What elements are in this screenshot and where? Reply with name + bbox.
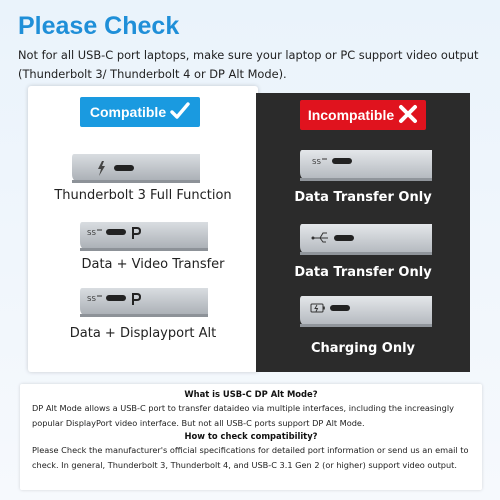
checkmark-icon (170, 101, 190, 124)
caption-data-displayport: Data + Displayport Alt (69, 326, 217, 341)
caption-thunderbolt: Thunderbolt 3 Full Function (54, 188, 232, 203)
svg-text:SS: SS (87, 229, 96, 237)
laptop-ss-dp-icon (78, 218, 208, 254)
info-answer-compatibility: Please Check the manufacturer's official specifications for detailed port information or send us an email to check. In general, Thunderbolt 3, Thunderbolt 4, and USB-C 3.1 Gen 2 (or higher) support video output. (32, 445, 469, 470)
incompatible-label: Incompatible (307, 107, 395, 123)
compatible-label: Compatible (89, 104, 167, 120)
incompatible-badge (300, 100, 426, 130)
laptop-thunderbolt-icon (70, 150, 200, 186)
info-answer-dp-alt: DP Alt Mode allows a USB-C port to transfer dataideo via multiple interfaces, including the increasingly popular DisplayPort video interface. But not all USB-C ports support DP Alt Mode. (32, 403, 454, 428)
laptop-battery-icon (298, 292, 432, 330)
info-box (20, 384, 482, 490)
laptop-ss-displayport-icon (78, 284, 208, 320)
caption-data-only-1: Data Transfer Only (294, 190, 432, 205)
caption-charging-only: Charging Only (310, 341, 416, 356)
info-question-compatibility: How to check compatibility? (184, 431, 318, 441)
cross-icon (398, 104, 418, 127)
caption-data-only-2: Data Transfer Only (294, 265, 432, 280)
laptop-ss-only-icon (298, 146, 432, 184)
caption-data-video: Data + Video Transfer (81, 257, 225, 272)
info-question-dp-alt: What is USB-C DP Alt Mode? (184, 389, 318, 399)
svg-text:SS: SS (87, 295, 96, 303)
laptop-usb-icon (298, 220, 432, 258)
compatible-badge (80, 97, 200, 127)
intro-text: Not for all USB-C port laptops, make sure your laptop or PC support video output (Thunderbolt 3/ Thunderbolt 4 or DP Alt Mode). (18, 48, 479, 81)
svg-text:SS: SS (312, 158, 321, 166)
page-title: Please Check (18, 12, 180, 40)
